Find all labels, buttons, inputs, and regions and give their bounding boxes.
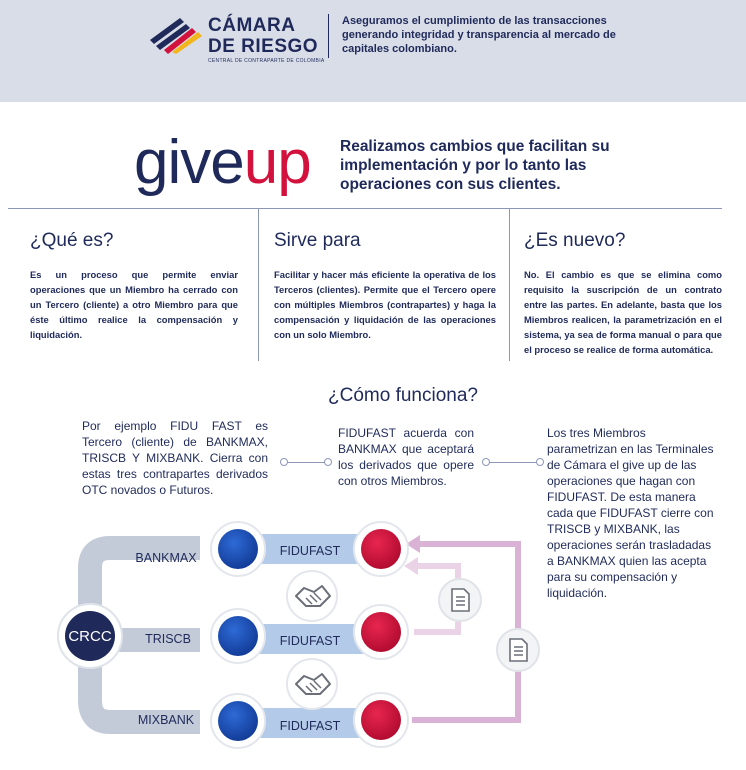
column-title-que-es: ¿Qué es? [30,230,114,251]
member-label-mixbank: MIXBANK [137,713,195,727]
client-label-1: FIDUFAST [279,544,341,558]
member-node-triscb [218,616,258,656]
step-1-text: Por ejemplo FIDU FAST es Tercero (cliente) de BANKMAX, TRISCB Y MIXBANK. Cierra con estas tres contrapartes derivados OTC novados o Futuros. [82,419,268,497]
giveup-title-up: up [243,128,311,197]
column-title-es-nuevo: ¿Es nuevo? [524,230,626,251]
client-node-2 [361,612,401,652]
how-it-works-title: ¿Cómo funciona? [328,385,478,406]
logo-line-1: CÁMARA [208,15,296,36]
member-node-mixbank [218,701,258,741]
logo-line-2: DE RIESGO [208,36,319,57]
column-title-sirve-para: Sirve para [274,230,361,251]
handshake-icon [287,659,337,709]
step-3-text: Los tres Miembros parametrizan en las Terminales de Cámara el give up de las operaciones que hagan con FIDUFAST. De esta manera cada que FIDUFAST cierre con TRISCB y MIXBANK, las operaciones serán trasladadas a BANKMAX quien las acepta para su compensación y liquidación. [547,426,714,600]
member-label-bankmax: BANKMAX [135,551,197,565]
document-icon [439,579,481,621]
client-label-2: FIDUFAST [279,634,341,648]
hero-intro: Realizamos cambios que facilitan su implementación y por lo tanto las operaciones con sus clientes. [340,138,610,193]
logo-subtitle: CENTRAL DE CONTRAPARTE DE COLOMBIA [208,58,325,64]
crcc-label: CRCC [68,628,112,645]
header-tagline: Aseguramos el cumplimiento de las transacciones generando integridad y transparencia al mercado de capitales colombiano. [342,15,616,55]
step-2-text: FIDUFAST acuerda con BANKMAX que aceptará los derivados que opere con otros Miembros. [338,426,474,488]
column-text-es-nuevo: No. El cambio es que se elimina como requisito la suscripción de un contrato entre las partes. En adelante, basta que los Miembros realicen, la parametrización en el sistema, ya sea de forma manual o para que el proceso se realice de forma automática. [524,269,722,355]
handshake-icon [287,571,337,621]
client-node-3 [361,700,401,740]
document-icon [497,629,539,671]
client-node-1 [361,529,401,569]
column-text-que-es: Es un proceso que permite enviar operaciones que un Miembro ha cerrado con un Tercero (cliente) a otro Miembro para que éste último realice la compensación y liquidación. [30,269,238,340]
giveup-title-give: give [134,128,244,197]
member-label-triscb: TRISCB [145,632,191,646]
client-label-3: FIDUFAST [279,719,341,733]
member-node-bankmax [218,529,258,569]
column-text-sirve-para: Facilitar y hacer más eficiente la operativa de los Terceros (clientes). Permite que el Tercero opere con múltiples Miembros (contrapartes) y haga la compensación y liquidación de las operaciones con un solo Miembro. [274,269,496,340]
